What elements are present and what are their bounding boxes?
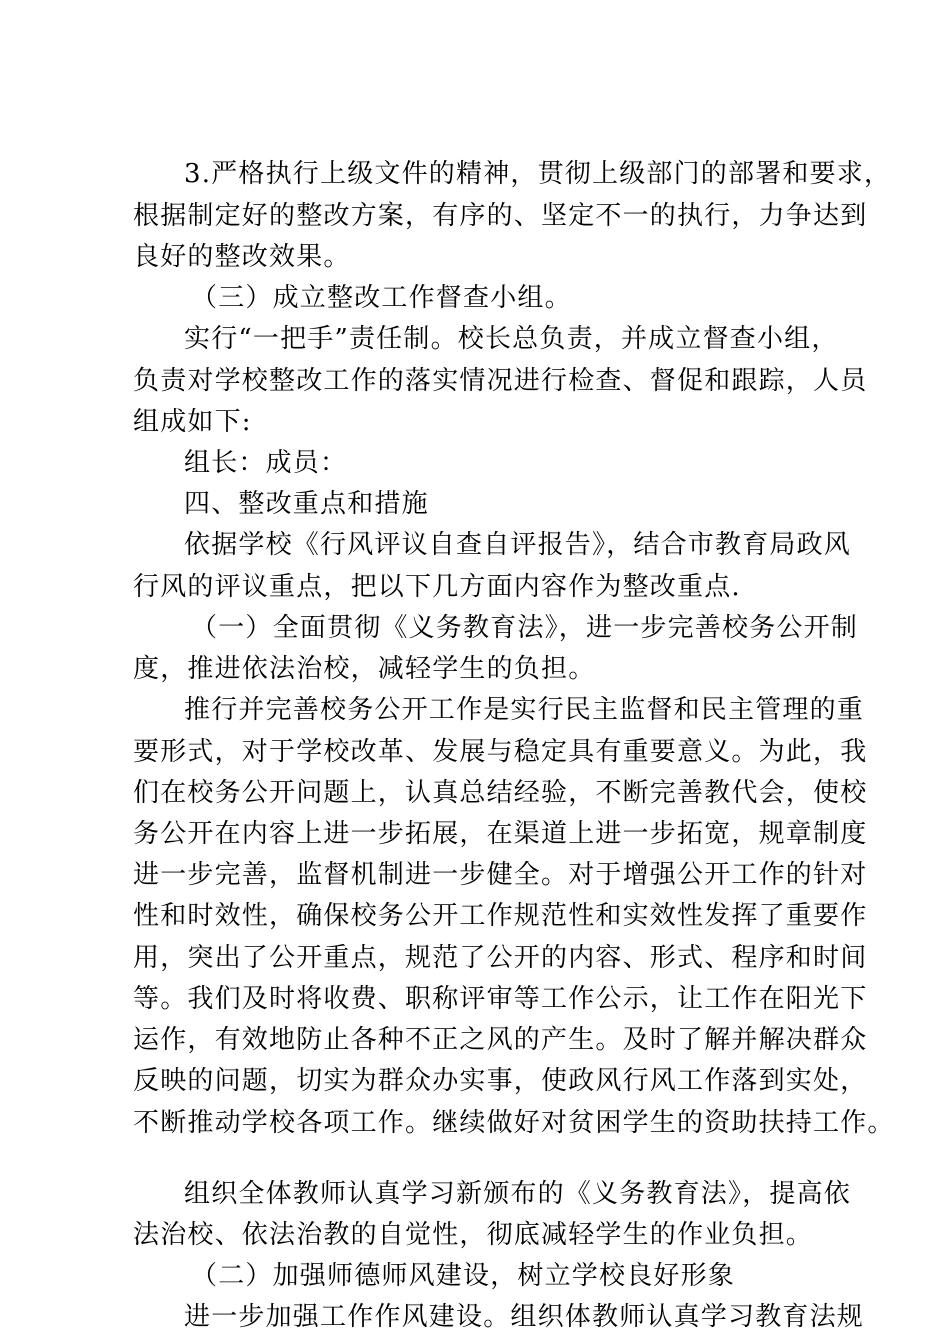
text-line: 法治校、依法治教的自觉性，彻底减轻学生的作业负担。 — [133, 1220, 814, 1250]
text-line: 良好的整改效果。 — [133, 242, 351, 272]
text-line: 度，推进依法治校，减轻学生的负担。 — [133, 654, 596, 684]
text-line: 等。我们及时将收费、职称评审等工作公示，让工作在阳光下 — [133, 984, 868, 1014]
text-line: 实行“一把手”责任制。校长总负责，并成立督查小组， — [184, 324, 839, 354]
text-line: 依据学校《行风评议自查自评报告》，结合市教育局政风 — [184, 530, 852, 560]
text-line: 要形式，对于学校改革、发展与稳定具有重要意义。为此，我 — [133, 737, 868, 767]
section-heading: （一）全面贯彻《义务教育法》，进一步完善校务公开制 — [191, 613, 859, 643]
text-line: 推行并完善校务公开工作是实行民主监督和民主管理的重 — [184, 695, 865, 725]
text-line: 不断推动学校各项工作。继续做好对贫困学生的资助扶持工作。 — [133, 1108, 895, 1138]
text-line: 组织全体教师认真学习新颁布的《义务教育法》，提高依 — [184, 1179, 852, 1209]
text-line: 运作，有效地防止各种不正之风的产生。及时了解并解决群众 — [133, 1025, 868, 1055]
text-line: 进一步加强工作作风建设。组织体教师认真学习教育法规 — [184, 1302, 865, 1332]
text-line: 们在校务公开问题上，认真总结经验，不断完善教代会，使校 — [133, 778, 868, 808]
text-line: 行风的评议重点，把以下几方面内容作为整改重点. — [133, 572, 741, 602]
text-line: 反映的问题，切实为群众办实事，使政风行风工作落到实处， — [133, 1066, 868, 1096]
text-line: 性和时效性，确保校务公开工作规范性和实效性发挥了重要作 — [133, 901, 868, 931]
text-line: 务公开在内容上进一步拓展，在渠道上进一步拓宽，规章制度 — [133, 819, 868, 849]
text-line: 进一步完善，监督机制进一步健全。对于增强公开工作的针对 — [133, 860, 868, 890]
text-line: 根据制定好的整改方案，有序的、坚定不一的执行，力争达到 — [133, 201, 868, 231]
text-line: 负责对学校整改工作的落实情况进行检查、督促和跟踪，人员 — [133, 366, 868, 396]
section-heading: （三）成立整改工作督查小组。 — [191, 283, 572, 313]
text-line: 组长：成员： — [184, 448, 348, 478]
text-line: 用，突出了公开重点，规范了公开的内容、形式、程序和时间 — [133, 943, 868, 973]
text-line: 组成如下: — [133, 407, 252, 437]
text-line: 3.严格执行上级文件的精神，贯彻上级部门的部署和要求， — [184, 159, 892, 189]
section-heading: 四、整改重点和措施 — [184, 489, 429, 519]
section-heading: （二）加强师德师风建设，树立学校良好形象 — [191, 1261, 736, 1291]
